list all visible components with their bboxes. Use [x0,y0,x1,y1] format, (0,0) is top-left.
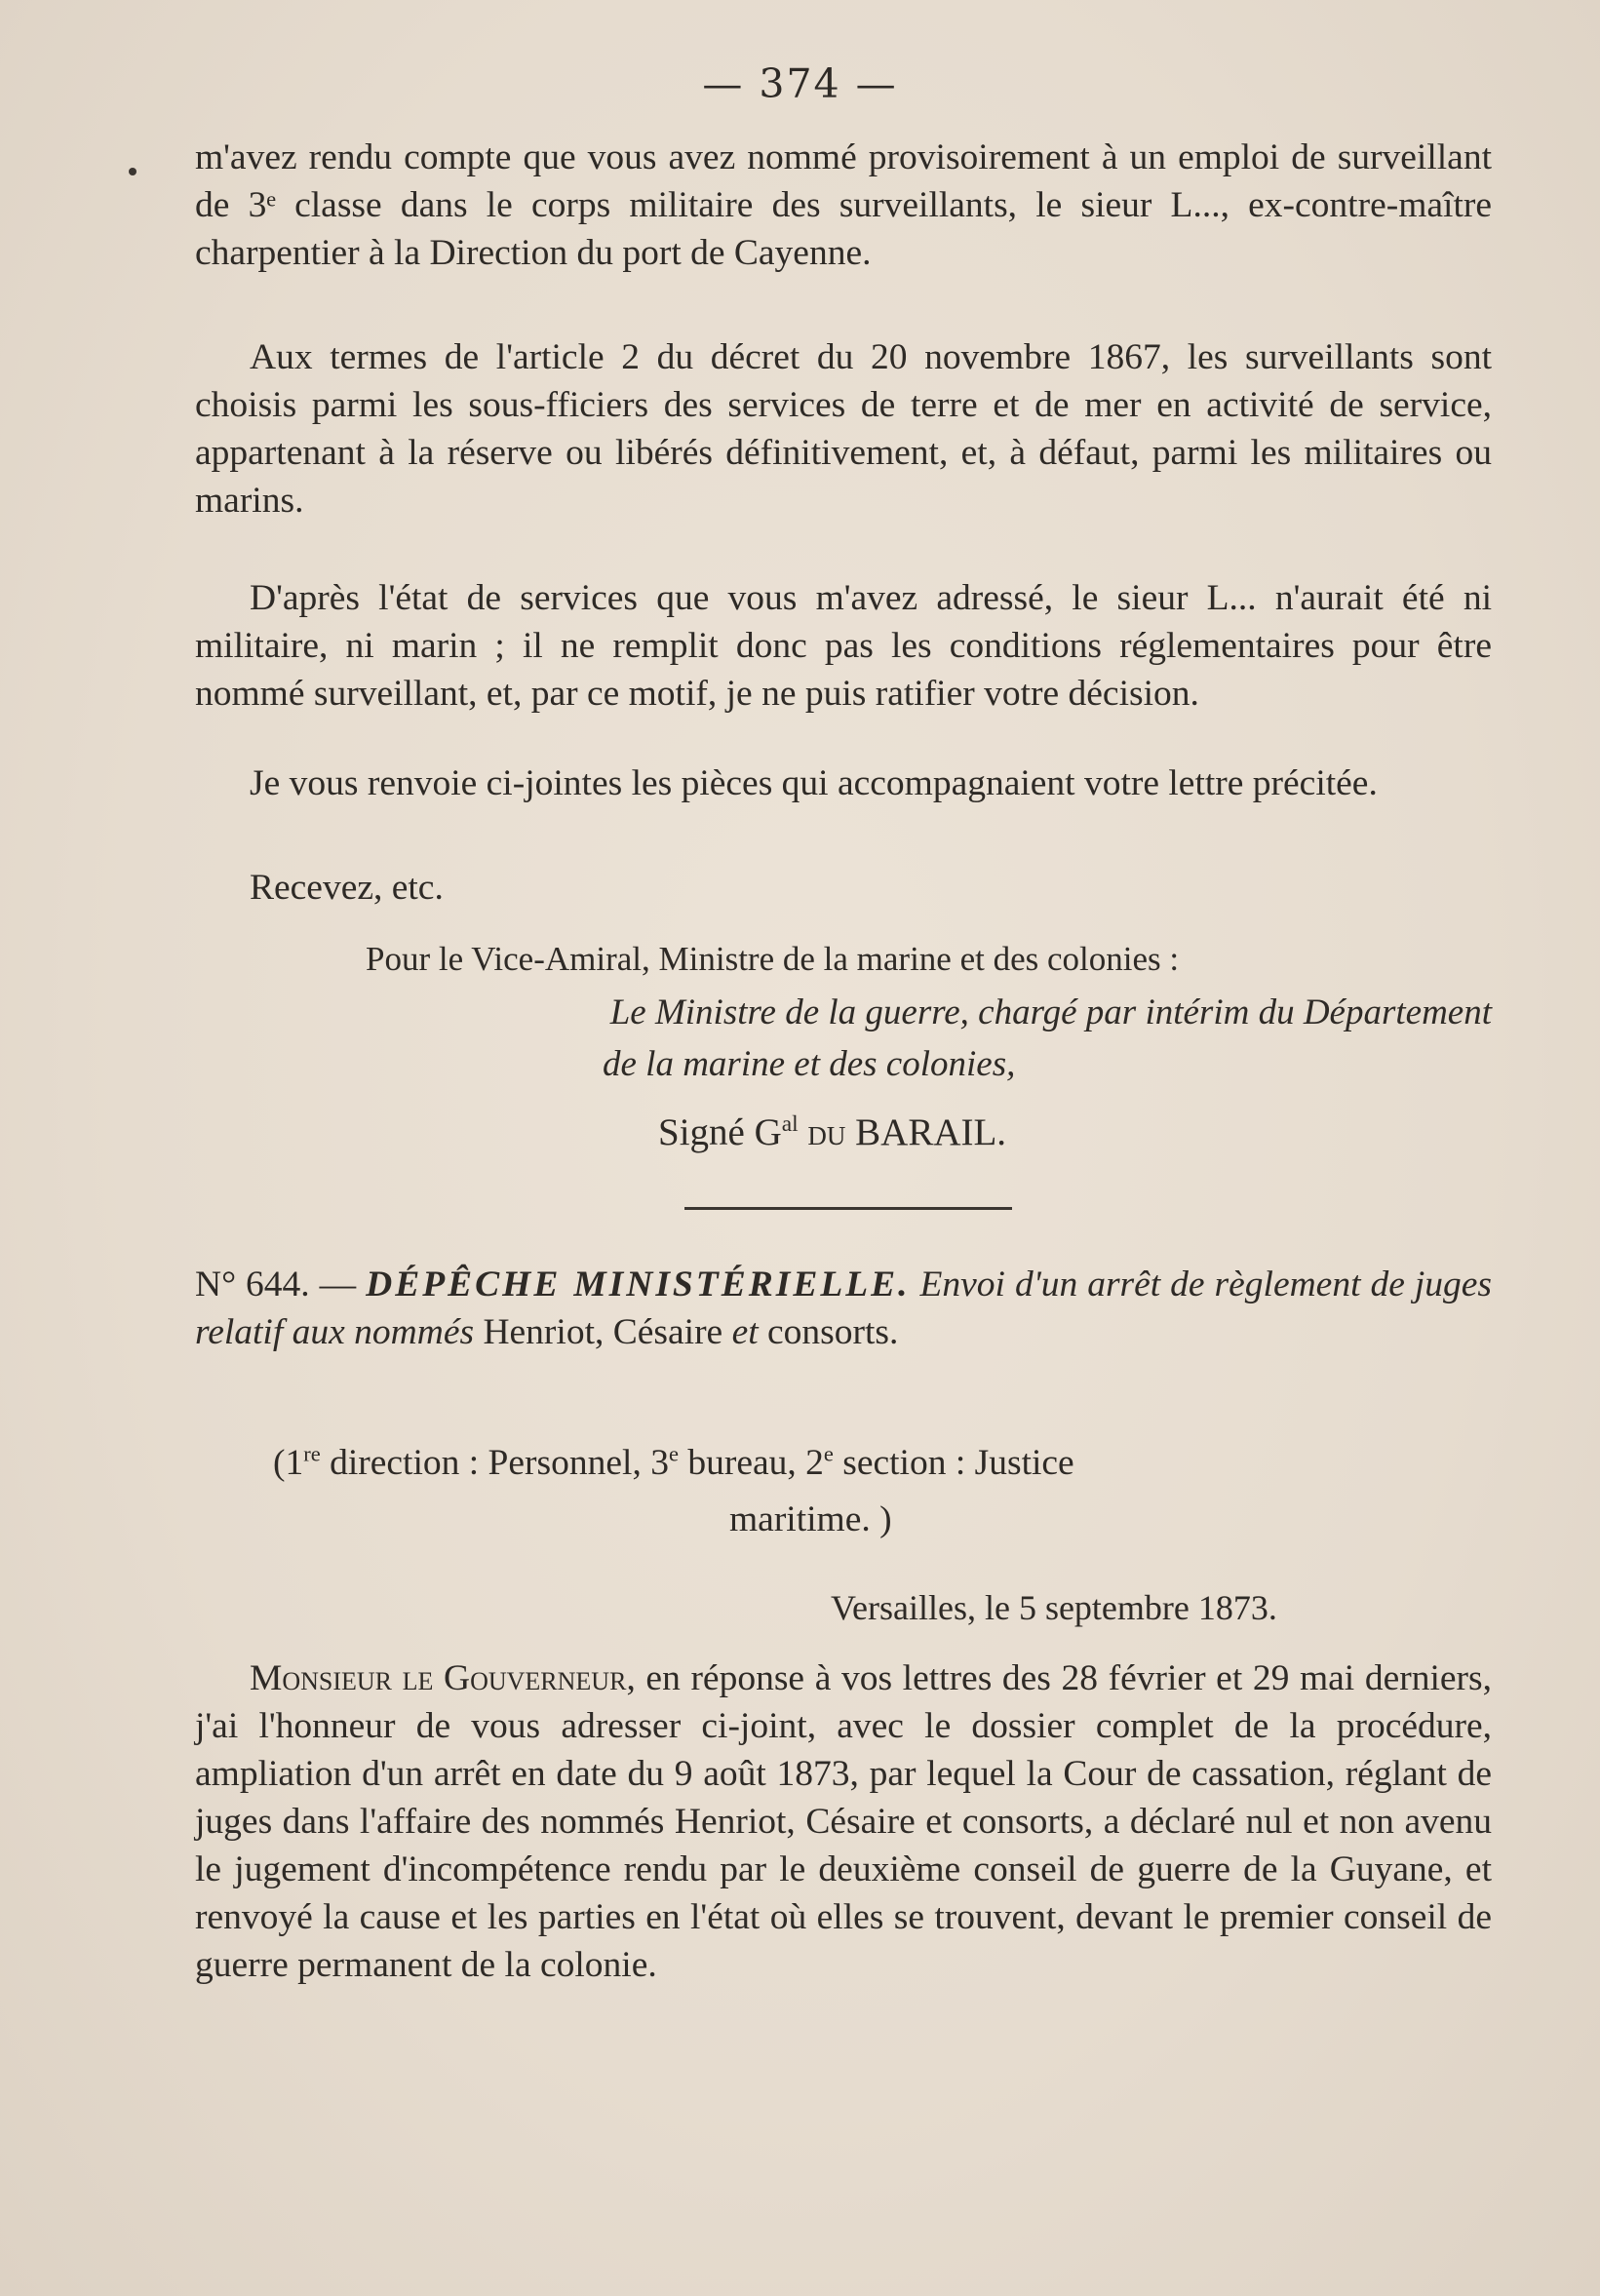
signed-name: du BARAIL. [798,1111,1007,1153]
paragraph-service-record: D'après l'état de services que vous m'avez adressé, le sieur L... n'aurait été ni militaire, ni marin ; il ne remplit donc pas les conditions réglementaires pour être nommé surveillant, et, par ce motif, je ne puis ratifier votre décision. [195,578,1492,714]
signature-title-line2: de la marine et des colonies, [603,1044,1016,1084]
direction-open: (1 [273,1443,304,1483]
signature-signed-line [195,1109,1492,1156]
section-desc-end: consorts. [758,1312,899,1352]
direction-sup1: re [303,1441,321,1466]
direction-line1 [195,1440,1492,1487]
direction-line2: maritime. ) [729,1499,892,1539]
paragraph-return-documents: Je vous renvoie ci-jointes les pièces qui accompagnaient votre lettre précitée. [250,763,1378,803]
direction-sup3: e [823,1441,834,1466]
closing-formula: Recevez, etc. [250,868,444,908]
dispatch-body-text: , en réponse à vos lettres des 28 février et 29 mai derniers, j'ai l'honneur de vous adresser ci-joint, avec le dossier complet de la procédure, ampliation d'un arrêt en date du 9 août 1873, par lequel la Cour de cassation, réglant de juges dans l'affaire des nommés Henriot, Césaire et consorts, a déclaré nul et non avenu le jugement d'incompétence rendu par le deuxième conseil de guerre de la Guyane, et renvoyé la cause et les parties en l'état où elles se trouvent, devant le premier conseil de guerre permanent de la colonie. [195,1658,1492,1985]
section-desc-end-italic: et [731,1312,759,1352]
direction-mid1: direction : Personnel, 3 [320,1443,669,1483]
section-heading [195,1261,1492,1356]
signature-title-line1: Le Ministre de la guerre, chargé par intérim du Département [609,992,1492,1032]
margin-mark [129,168,137,175]
paragraph-article-terms: Aux termes de l'article 2 du décret du 20 novembre 1867, les surveillants sont choisis parmi les sous-fficiers des services de terre et de mer en activité de service, appartenant à la réserve ou libérés définitivement, et, à défaut, parmi les militaires ou marins. [195,337,1492,521]
section-divider [684,1207,1012,1210]
signed-sup: al [781,1111,799,1137]
dispatch-body [195,1654,1492,1989]
section-desc-names: Henriot, Césaire [483,1312,732,1352]
section-desc-italic: Envoi d'un arrêt de règlement de juges relatif aux nommés [195,1265,1492,1352]
section-title: DÉPÊCHE MINISTÉRIELLE. [366,1265,911,1304]
salutation: Monsieur le Gouverneur [250,1658,627,1698]
signature-for-line: Pour le Vice-Amiral, Ministre de la marine et des colonies : [366,940,1180,978]
direction-mid2: bureau, 2 [678,1443,824,1483]
direction-mid3: section : Justice [833,1443,1074,1483]
dispatch-date: Versailles, le 5 septembre 1873. [831,1588,1277,1627]
direction-sup2: e [668,1441,679,1466]
signed-prefix: Signé G [658,1111,782,1153]
section-number: N° 644. — [195,1265,367,1304]
page-number: — 374 — [702,60,898,107]
paragraph-continuation: m'avez rendu compte que vous avez nommé provisoirement à un emploi de surveillant de 3ᵉ classe dans le corps militaire des surveillants, le sieur L..., ex-contre-maître charpentier à la Direction du port de Cayenne. [195,137,1492,273]
